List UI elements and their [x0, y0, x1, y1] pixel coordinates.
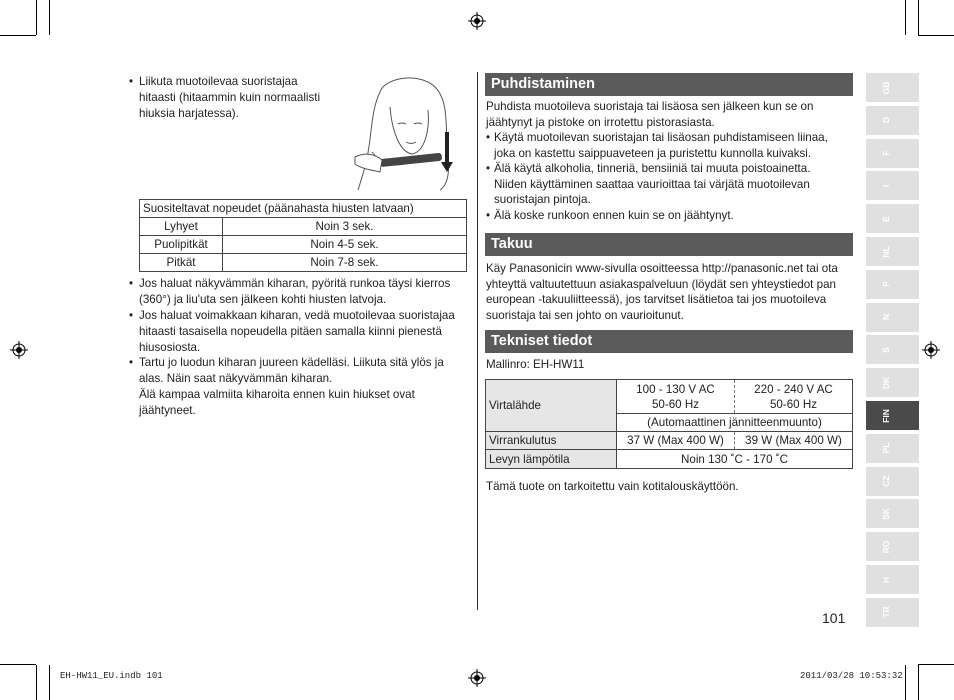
crop-mark: [918, 665, 919, 700]
language-tab-nl: [866, 237, 919, 266]
language-tab-label: NL: [881, 245, 891, 258]
voltage-line: 100 - 130 V AC: [636, 382, 715, 396]
cleaning-line: • Älä koske runkoon ennen kuin se on jäähtynyt.: [494, 208, 734, 222]
cleaning-line: joka on kastettu saippuaveteen ja puristettu kunnolla kuivaksi.: [494, 146, 812, 160]
language-tab-p: [866, 270, 919, 299]
warranty-line: yhteyttä valtuutettuun asiakaspalveluun (löydät sen yhteystiedot pan: [486, 277, 836, 291]
tip-line: Älä kampaa valmiita kiharoita ennen kuin hiukset ovat: [139, 388, 415, 401]
language-tab-label: N: [881, 314, 891, 321]
woman-styling-hair-illustration: [350, 72, 468, 192]
speed-table: [139, 199, 467, 272]
language-tab-e: [866, 204, 919, 233]
consumption-high: 39 W (Max 400 W): [735, 432, 853, 450]
footer-file-info: EH-HW11_EU.indb 101: [60, 671, 163, 681]
household-use-note: Tämä tuote on tarkoitettu vain kotitalouskäyttöön.: [486, 480, 739, 493]
cleaning-line: Puhdista muotoileva suoristaja tai lisäosa sen jälkeen kun se on: [486, 100, 814, 113]
language-tab-s: [866, 335, 919, 364]
intro-line: Liikuta muotoilevaa suoristajaa: [139, 75, 298, 88]
tip-line: hiusosiosta.: [139, 341, 201, 354]
language-tab-label: PL: [881, 442, 891, 454]
language-tab-label: FIN: [881, 408, 891, 423]
warranty-text: [486, 261, 854, 323]
warranty-heading: Takuu: [485, 233, 853, 256]
tip-line: Jos haluat voimakkaan kiharan, vedä muotoilevaa suoristajaa: [139, 309, 455, 322]
crop-mark: [49, 665, 50, 700]
tip-line: jäähtyneet.: [139, 404, 196, 417]
voltage-line: 220 - 240 V AC: [754, 382, 833, 396]
tip-line: hitaasti tasaisella nopeudella pitäen samalla kiinni pienestä: [139, 325, 442, 338]
intro-bullet: • Liikuta muotoilevaa suoristajaa hitaasti (hitaammin kuin normaalisti hiuksia harjatessa).: [129, 74, 339, 122]
crop-mark: [918, 664, 954, 665]
warranty-line: european -takuuliitteessä), jos tarvitset lisätietoa tai jos muotoileva: [486, 293, 827, 306]
intro-line: hiuksia harjatessa).: [139, 107, 239, 120]
language-tab-label: CZ: [881, 475, 891, 487]
crop-mark: [905, 0, 906, 35]
hair-length-cell: Lyhyet: [140, 218, 223, 236]
frequency-line: 50-60 Hz: [769, 397, 818, 411]
consumption-low: 37 W (Max 400 W): [617, 432, 735, 450]
column-divider: [477, 72, 478, 610]
language-tab-label: DK: [881, 376, 891, 389]
cleaning-line: Niiden käyttäminen saattaa vaurioittaa tai värjätä muotoilevan: [494, 177, 810, 191]
cleaning-line: • Käytä muotoilevan suoristajan tai lisäosan puhdistamiseen liinaa,: [494, 131, 828, 144]
tip-line: alas. Näin saat näkyvämmän kiharan.: [139, 372, 333, 385]
language-tab-label: RO: [881, 540, 891, 554]
language-tab-ro: [866, 532, 919, 561]
cleaning-bullet: [486, 208, 854, 224]
language-tab-label: F: [881, 150, 891, 156]
temperature-value: Noin 130 ˚C - 170 ˚C: [617, 450, 853, 469]
specs-table: [485, 379, 853, 469]
footer-timestamp: 2011/03/28 10:53:32: [800, 671, 903, 681]
language-tab-d: [866, 106, 919, 135]
specs-heading: Tekniset tiedot: [485, 330, 853, 353]
crop-mark: [0, 35, 36, 36]
cleaning-line: suoristajan pintoja.: [494, 193, 591, 206]
cleaning-heading: Puhdistaminen: [485, 73, 853, 96]
tip-line: (360°) ja liu'uta sen jälkeen kohti hiusten latvoja.: [139, 293, 387, 306]
language-tab-label: GB: [881, 81, 891, 94]
registration-mark-icon: [468, 12, 486, 30]
warranty-line: suoristaja tai sen johto on vaurioitunut.: [486, 308, 684, 322]
cleaning-line: • Älä käytä alkoholia, tinneriä, bensiiniä tai muuta poistoainetta.: [494, 162, 811, 175]
registration-mark-icon: [468, 669, 486, 687]
language-tab-sk: [866, 499, 919, 528]
temperature-label: Levyn lämpötila: [486, 450, 617, 469]
power-label: Virtalähde: [486, 380, 617, 432]
tip-bullet: • Tartu jo luodun kiharan juureen kädelläsi. Liikuta sitä ylös ja alas. Näin saat näkyvämmän kiharan. Älä kampaa valmiita kiharoita ennen kuin hiukset ovat jäähtyneet.: [129, 355, 469, 419]
language-tab-pl: [866, 434, 919, 463]
language-tab-label: SK: [881, 507, 891, 520]
crop-mark: [0, 664, 36, 665]
crop-mark: [918, 0, 919, 35]
cleaning-text: [486, 99, 854, 223]
frequency-line: 50-60 Hz: [651, 397, 700, 411]
crop-mark: [36, 0, 37, 35]
language-tab-label: S: [881, 347, 891, 353]
speed-cell: Noin 3 sek.: [223, 218, 467, 236]
consumption-label: Virrankulutus: [486, 432, 617, 450]
language-tab-h: [866, 565, 919, 594]
tip-bullet: • Jos haluat näkyvämmän kiharan, pyöritä runkoa täysi kierros (360°) ja liu'uta sen jälkeen kohti hiusten latvoja.: [129, 276, 469, 308]
crop-mark: [905, 665, 906, 700]
language-tab-label: E: [881, 215, 891, 222]
crop-mark: [36, 665, 37, 700]
language-tab-i: [866, 171, 919, 200]
speed-table-header: Suositeltavat nopeudet (päänahasta hiusten latvaan): [140, 200, 467, 218]
language-tab-cz: [866, 467, 919, 496]
language-tab-label: P: [881, 281, 891, 288]
language-tab-dk: [866, 368, 919, 397]
language-tab-label: H: [881, 576, 891, 583]
language-tab-f: [866, 139, 919, 168]
language-tab-label: I: [881, 184, 891, 188]
language-tab-n: [866, 303, 919, 332]
page-number: 101: [822, 610, 846, 626]
language-tab-fin: [866, 401, 919, 430]
speed-cell: Noin 4-5 sek.: [223, 236, 467, 254]
power-high-voltage: [735, 380, 853, 414]
intro-line: hitaasti (hitaammin kuin normaalisti: [139, 91, 321, 104]
hair-length-cell: Pitkät: [140, 254, 223, 272]
cleaning-bullet: [486, 161, 854, 208]
registration-mark-icon: [922, 341, 940, 359]
language-tab-tr: [866, 598, 919, 627]
cleaning-line: jäähtynyt ja pistoke on irrotettu pistorasiasta.: [486, 115, 715, 129]
power-low-voltage: [617, 380, 735, 414]
language-tab-gb: [866, 73, 919, 102]
tip-bullet: • Jos haluat voimakkaan kiharan, vedä muotoilevaa suoristajaa hitaasti tasaisella nopeudella pitäen samalla kiinni pienestä hiusosiosta.: [129, 308, 469, 356]
model-number: Mallinro: EH-HW11: [486, 358, 585, 371]
language-tab-label: D: [881, 117, 891, 124]
speed-cell: Noin 7-8 sek.: [223, 254, 467, 272]
crop-mark: [918, 35, 954, 36]
hair-length-cell: Puolipitkät: [140, 236, 223, 254]
tip-line: Jos haluat näkyvämmän kiharan, pyöritä runkoa täysi kierros: [139, 277, 451, 290]
registration-mark-icon: [10, 341, 28, 359]
language-tab-label: TR: [881, 606, 891, 618]
tip-line: Tartu jo luodun kiharan juureen kädelläsi. Liikuta sitä ylös ja: [139, 356, 444, 369]
crop-mark: [49, 0, 50, 35]
warranty-line: Käy Panasonicin www-sivulla osoitteessa http://panasonic.net tai ota: [486, 262, 838, 275]
cleaning-bullet: [486, 130, 854, 161]
auto-voltage-note: (Automaattinen jännitteenmuunto): [617, 414, 853, 432]
